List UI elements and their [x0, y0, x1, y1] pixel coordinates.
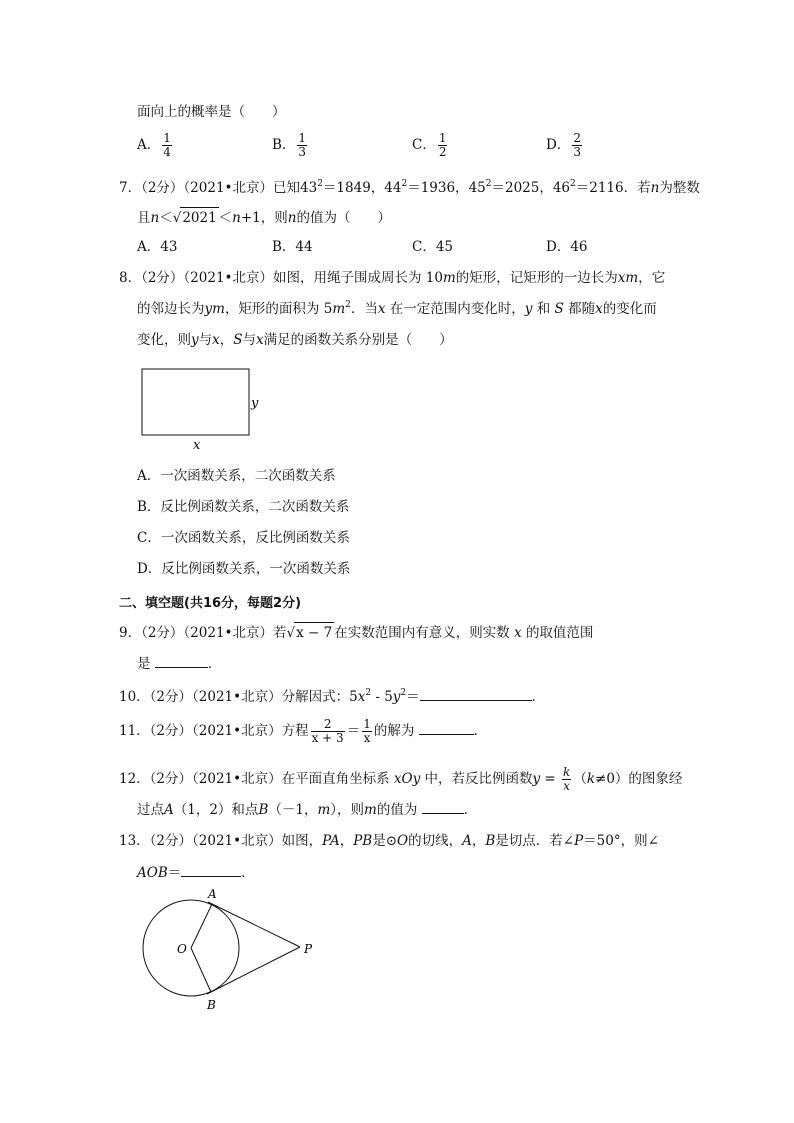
q11-answer-blank[interactable] — [419, 720, 474, 735]
q8-option-c: C．一次函数关系，反比例函数关系 — [137, 530, 350, 546]
q9-line1: 9．（2分）（2021•北京）若√x − 7 在实数范围内有意义，则实数 x 的取值范围 — [119, 622, 593, 643]
tangent-circle-figure — [130, 886, 330, 1016]
q10-line: 10．（2分）（2021•北京）分解因式：$5x^2 - 5y^2=$ ． — [119, 688, 546, 705]
q12-line1: 12．（2分）（2021•北京）在平面直角坐标系 xOy 中，若反比例函数y = $\frac{k}{x}$ （k≠0）的图象经 — [119, 765, 683, 793]
q9-answer-blank[interactable] — [155, 653, 208, 668]
q7-line2: 且n＜√2021 ＜n+1，则n的值为（ ） — [137, 207, 391, 228]
q7-option-c: C．45 — [412, 239, 454, 255]
q7-line1: 7．（2分）（2021•北京）已知$43^2=1849$，$44^2=1936$，$45^2=2025$，$46^2=2116$．若n为整数 — [119, 179, 700, 196]
q12-line2: 过点A（1，2）和点B（－1，m），则m的值为 ． — [137, 799, 477, 820]
q7-option-b: B．44 — [272, 239, 313, 255]
q8-option-d: D．反比例函数关系，一次函数关系 — [137, 561, 351, 577]
tangent-line-pb — [207, 947, 300, 994]
rectangle-shape — [142, 369, 249, 435]
q11-line: 11．（2分）（2021•北京）方程 $\frac{2}{x + 3}$ ＝ $\frac{1}{x}$ 的解为 ． — [119, 717, 488, 745]
rectangle-figure — [130, 362, 270, 454]
q6-option-a: A． $\frac{1}{4}$ — [137, 131, 171, 159]
q8-line2: 的邻边长为ym，矩形的面积为 $5m^2$．当x 在一定范围内变化时，y 和 S 都随x的变化而 — [137, 300, 657, 317]
radius-oa — [191, 904, 212, 948]
point-label-p: P — [304, 942, 313, 956]
q8-option-a: A．一次函数关系，二次函数关系 — [137, 468, 336, 484]
q9-line2: 是 ． — [137, 653, 221, 674]
q8-line1: 8．（2分）（2021•北京）如图，用绳子围成周长为 10m的矩形，记矩形的一边长为xm，它 — [119, 270, 666, 286]
q13-line2: AOB＝ ． — [137, 862, 255, 883]
q13-answer-blank[interactable] — [181, 862, 241, 877]
q7-option-d: D．46 — [546, 239, 588, 255]
q13-line1: 13．（2分）（2021•北京）如图，PA，PB是⊙O的切线，A，B是切点．若∠P＝50°，则∠ — [119, 833, 659, 849]
point-label-a: A — [208, 887, 217, 901]
q6-option-b: B． $\frac{1}{3}$ — [272, 131, 307, 159]
q8-line3: 变化，则y与x，S与x满足的函数关系分别是（ ） — [137, 332, 453, 348]
q6-option-c: C． $\frac{1}{2}$ — [412, 131, 447, 159]
tangent-line-pa — [208, 902, 300, 947]
rectangle-label-x: x — [193, 438, 201, 453]
q7-option-a: A．43 — [137, 239, 178, 255]
q6-option-d: D． $\frac{2}{3}$ — [546, 131, 581, 159]
q8-option-b: B．反比例函数关系，二次函数关系 — [137, 499, 350, 515]
point-label-b: B — [207, 998, 216, 1012]
radius-ob — [191, 948, 211, 992]
q10-answer-blank[interactable] — [420, 686, 532, 701]
q6-tail: 面向上的概率是（ ） — [137, 104, 286, 120]
q12-answer-blank[interactable] — [422, 799, 464, 814]
point-label-o: O — [177, 942, 187, 956]
section-title-fill-in: 二、填空题(共16分，每题2分) — [119, 596, 302, 611]
rectangle-label-y: y — [251, 396, 259, 411]
